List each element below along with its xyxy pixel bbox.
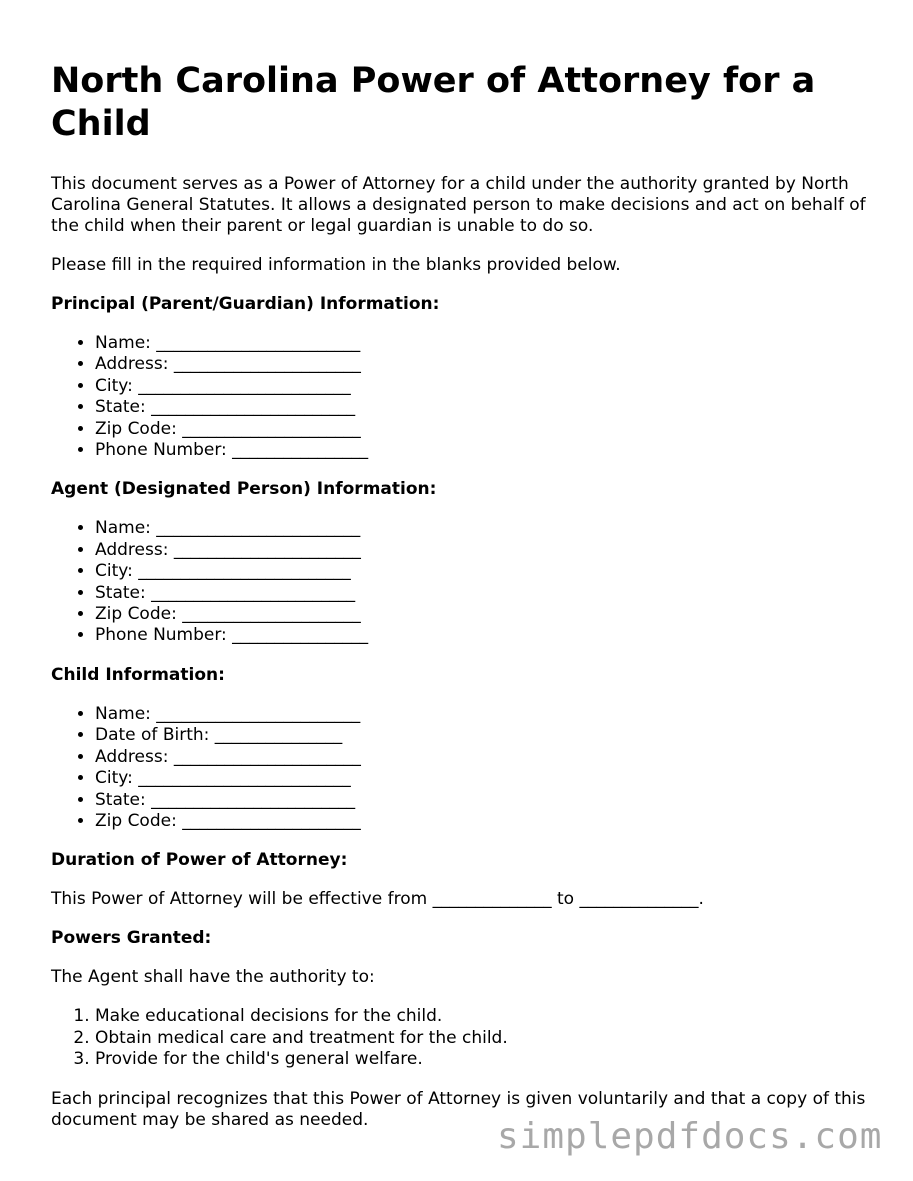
agent-address-field: • Address: ______________________ — [95, 540, 881, 561]
powers-heading: Powers Granted: — [51, 928, 212, 949]
document-page — [51, 60, 881, 1149]
principal-zip-field: • Zip Code: _____________________ — [95, 419, 881, 440]
agent-city-field: • City: _________________________ — [95, 561, 881, 582]
duration-heading: Duration of Power of Attorney: — [51, 850, 348, 871]
power-item-welfare: 3. Provide for the child's general welfare. — [95, 1049, 881, 1070]
power-item-medical: 2. Obtain medical care and treatment for the child. — [95, 1028, 881, 1049]
child-address-field: • Address: ______________________ — [95, 747, 881, 768]
agent-heading: Agent (Designated Person) Information: — [51, 479, 437, 500]
site-watermark: simplepdfdocs.com — [497, 1116, 883, 1157]
child-fields-list — [51, 704, 881, 832]
principal-phone-field: • Phone Number: ________________ — [95, 440, 881, 461]
intro-paragraph: This document serves as a Power of Attorney for a child under the authority granted by North Carolina General Statutes. It allows a designated person to make decisions and act on behalf of the child when their parent or legal guardian is unable to do so. — [51, 174, 866, 236]
child-state-field: • State: ________________________ — [95, 790, 881, 811]
agent-zip-field: • Zip Code: _____________________ — [95, 604, 881, 625]
principal-address-field: • Address: ______________________ — [95, 354, 881, 375]
power-item-educational: 1. Make educational decisions for the child. — [95, 1006, 881, 1027]
child-dob-field: • Date of Birth: _______________ — [95, 725, 881, 746]
child-name-field: • Name: ________________________ — [95, 704, 881, 725]
document-title: North Carolina Power of Attorney for a Child — [51, 61, 816, 144]
agent-phone-field: • Phone Number: ________________ — [95, 625, 881, 646]
principal-name-field: • Name: ________________________ — [95, 333, 881, 354]
instruction-paragraph: Please fill in the required information in the blanks provided below. — [51, 255, 621, 275]
duration-text: This Power of Attorney will be effective from ______________ to ______________. — [51, 889, 704, 910]
child-heading: Child Information: — [51, 664, 225, 685]
child-city-field: • City: _________________________ — [95, 768, 881, 789]
agent-name-field: • Name: ________________________ — [95, 518, 881, 539]
principal-state-field: • State: ________________________ — [95, 397, 881, 418]
principal-city-field: • City: _________________________ — [95, 376, 881, 397]
powers-list — [51, 1006, 881, 1070]
principal-fields-list — [51, 333, 881, 461]
agent-state-field: • State: ________________________ — [95, 583, 881, 604]
child-zip-field: • Zip Code: _____________________ — [95, 811, 881, 832]
powers-intro: The Agent shall have the authority to: — [51, 967, 375, 988]
closing-paragraph: Each principal recognizes that this Power of Attorney is given voluntarily and that a copy of this document may be shared as needed. — [51, 1088, 866, 1130]
agent-fields-list — [51, 518, 881, 646]
principal-heading: Principal (Parent/Guardian) Information: — [51, 294, 440, 314]
